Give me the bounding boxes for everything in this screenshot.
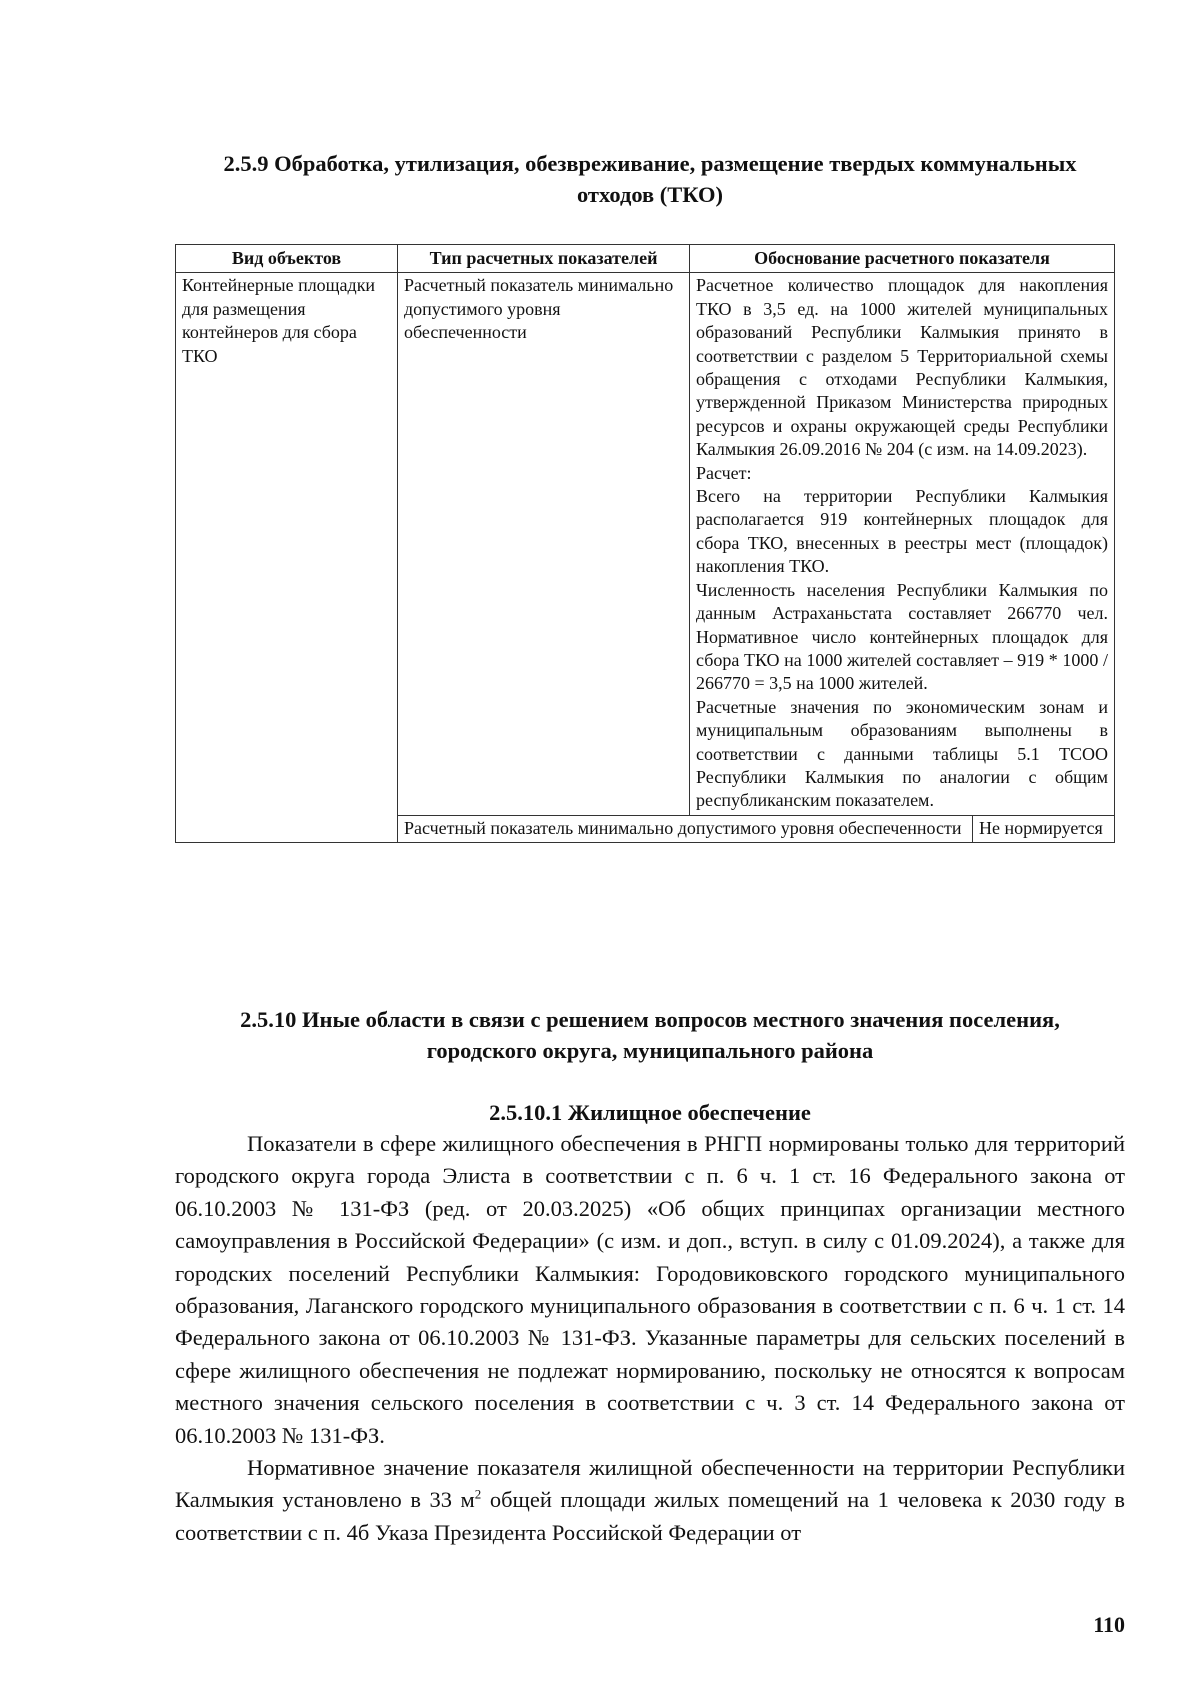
justification-paragraph: Численность населения Республики Калмыкия по данным Астраханьстата составляет 266770 чел. Нормативное число контейнерных площадок для сбора ТКО на 1000 жителей составляет – 919 * 1000 / 266770 = 3,5 на 1000 жителей. — [696, 579, 1109, 694]
paragraph-text-part: общей площади жилых помещений на 1 человека к 2030 году в соответствии с п. 4б Указа Президента Российской Федерации от — [175, 1487, 1125, 1545]
justification-paragraph: Расчетное количество площадок для накопления ТКО в 3,5 ед. на 1000 жителей муниципальных образований Республики Калмыкия принято в соответствии с разделом 5 Территориальной схемы обращения с отходами Республики Калмыкия, утвержденной Приказом Министерства природных ресурсов и охраны окружающей среды Республики Калмыкия 26.09.2016 № 204 (с изм. на 14.09.2023). — [696, 275, 1109, 460]
body-paragraph-2 — [175, 1452, 1125, 1549]
justification-paragraph: Расчет: — [696, 462, 752, 483]
cell-indicator-type: Расчетный показатель минимально допустимого уровня обеспеченности — [398, 273, 690, 815]
superscript: 2 — [474, 1486, 482, 1502]
justification-paragraph: Всего на территории Республики Калмыкия располагается 919 контейнерных площадок для сбора ТКО, внесенных в реестры мест (площадок) накопления ТКО. — [696, 486, 1109, 577]
justification-paragraph: Расчетные значения по экономическим зонам и муниципальным образованиям выполнены в соответствии с данными таблицы 5.1 ТСОО Республики Калмыкия по аналогии с общим республиканским показателем. — [696, 696, 1109, 811]
section-2-5-9-heading — [175, 148, 1125, 210]
header-object-type: Вид объектов — [176, 245, 398, 273]
section-2-5-10-heading — [175, 1004, 1125, 1066]
heading-line-2: городского округа, муниципального района — [426, 1038, 874, 1063]
table-header-row — [176, 245, 1115, 273]
section-2-5-10-1-heading: 2.5.10.1 Жилищное обеспечение — [489, 1100, 811, 1125]
table-row — [176, 273, 1115, 815]
heading-line-2: отходов (ТКО) — [576, 182, 724, 207]
body-paragraph-1 — [175, 1128, 1125, 1452]
paragraph-text-part: Нормативное значение показателя жилищной обеспеченности на территории Республики Калмыкия установлено в 33 м — [175, 1455, 1125, 1513]
cell-object-type: Контейнерные площадки для размещения контейнеров для сбора ТКО — [176, 273, 398, 843]
paragraph-text — [175, 1452, 1125, 1549]
header-indicator-type: Тип расчетных показателей — [398, 245, 690, 273]
cell-value-not-regulated: Не нормируется — [973, 815, 1115, 842]
cell-indicator-type-2: Расчетный показатель минимально допустимого уровня обеспеченности — [398, 815, 973, 842]
heading-line-1: 2.5.10 Иные области в связи с решением вопросов местного значения поселения, — [240, 1007, 1060, 1032]
header-justification: Обоснование расчетного показателя — [690, 245, 1115, 273]
paragraph-text: Показатели в сфере жилищного обеспечения в РНГП нормированы только для территорий городского округа города Элиста в соответствии с п. 6 ч. 1 ст. 16 Федерального закона от 06.10.2003 № 131-ФЗ (ред. от 20.03.2025) «Об общих принципах организации местного самоуправления в Российской Федерации» (с изм. и доп., вступ. в силу с 01.09.2024), а также для городских поселений Республики Калмыкия: Городовиковского городского муниципального образования, Лаганского городского муниципального образования в соответствии с п. 6 ч. 1 ст. 14 Федерального закона от 06.10.2003 № 131-ФЗ. Указанные параметры для сельских поселений в сфере жилищного обеспечения не подлежат нормированию, поскольку не относятся к вопросам местного значения сельского поселения в соответствии с ч. 3 ст. 14 Федерального закона от 06.10.2003 № 131-ФЗ. — [175, 1131, 1125, 1448]
waste-indicators-table — [175, 244, 1115, 843]
heading-line-1: 2.5.9 Обработка, утилизация, обезвреживание, размещение твердых коммунальных — [223, 151, 1077, 176]
page-number: 110 — [1093, 1612, 1125, 1637]
cell-justification — [690, 273, 1115, 815]
